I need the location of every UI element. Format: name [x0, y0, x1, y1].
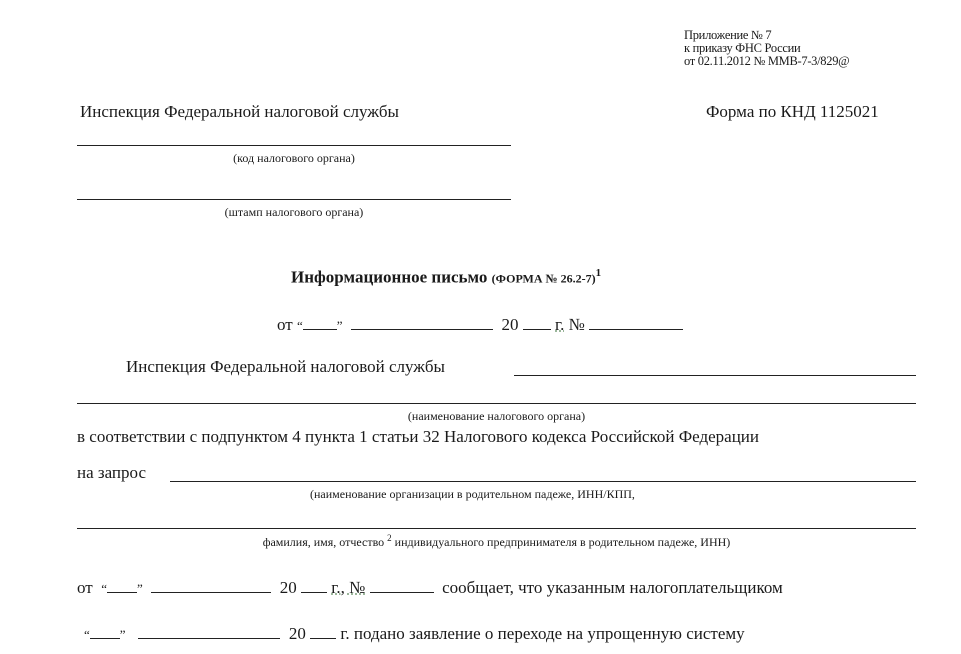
organization-caption: (наименование организации в родительном падеже, ИНН/КПП, — [310, 487, 635, 501]
close-quote: ” — [137, 581, 143, 596]
letter-date-line — [277, 312, 683, 335]
entrepreneur-name-field[interactable] — [77, 528, 916, 529]
request-day-field[interactable] — [107, 575, 137, 593]
request-date-line — [77, 575, 783, 598]
number-sign: № — [568, 315, 585, 334]
tax-authority-code-field[interactable] — [77, 145, 511, 146]
authority-caption: (наименование налогового органа) — [407, 409, 586, 423]
request-year-suffix: г., № — [331, 578, 366, 597]
request-message: сообщает, что указанным налогоплательщиком — [442, 578, 783, 597]
appendix-line-2: к приказу ФНС России — [684, 41, 801, 55]
filing-month-field[interactable] — [138, 621, 280, 639]
organization-name-field[interactable] — [170, 481, 916, 482]
filing-year-prefix: 20 — [288, 624, 306, 643]
request-year-prefix: 20 — [279, 578, 297, 597]
request-year-field[interactable] — [301, 575, 327, 593]
stamp-caption: (штамп налогового органа) — [224, 205, 364, 219]
filing-day-field[interactable] — [90, 621, 120, 639]
filing-message: г. подано заявление о переходе на упрощенную систему — [340, 624, 745, 643]
appendix-line-3: от 02.11.2012 № ММВ-7-3/829@ — [684, 54, 850, 68]
inspection-header-label: Инспекция Федеральной налоговой службы — [80, 102, 399, 121]
open-quote: “ — [296, 318, 303, 333]
title-main: Информационное письмо — [291, 267, 488, 287]
title-footnote-marker: 1 — [595, 267, 602, 279]
document-title — [291, 267, 601, 288]
letter-number-field[interactable] — [589, 312, 683, 330]
legal-basis-text: в соответствии с подпунктом 4 пункта 1 статьи 32 Налогового кодекса Российской Федерации — [77, 427, 760, 446]
request-number-field[interactable] — [370, 575, 434, 593]
body-inspection-label: Инспекция Федеральной налоговой службы — [126, 357, 445, 376]
caption-ip: индивидуального предпринимателя в родительном падеже, ИНН) — [394, 535, 731, 549]
title-form-number: (ФОРМА № 26.2-7) — [491, 271, 596, 286]
inspection-name-field[interactable] — [514, 375, 916, 376]
form-code: Форма по КНД 1125021 — [706, 102, 879, 121]
year-suffix: г. — [555, 315, 565, 334]
filing-year-field[interactable] — [310, 621, 336, 639]
code-caption: (код налогового органа) — [233, 151, 355, 165]
footnote-marker-2: 2 — [387, 533, 392, 543]
date-prefix: от — [277, 315, 293, 334]
close-quote: ” — [336, 318, 343, 333]
open-quote: “ — [101, 581, 107, 596]
year-prefix: 20 — [501, 315, 519, 334]
appendix-line-1: Приложение № 7 — [684, 28, 772, 42]
authority-name-field[interactable] — [77, 403, 916, 404]
entrepreneur-caption — [77, 533, 916, 550]
letter-year-field[interactable] — [523, 312, 551, 330]
request-date-prefix: от — [77, 578, 93, 597]
request-label: на запрос — [77, 463, 146, 482]
appendix-reference — [684, 29, 849, 68]
letter-month-field[interactable] — [351, 312, 493, 330]
caption-fio: фамилия, имя, отчество — [262, 535, 385, 549]
close-quote: ” — [119, 627, 126, 642]
letter-day-field[interactable] — [303, 312, 337, 330]
filing-date-line — [84, 621, 745, 644]
tax-authority-stamp-field[interactable] — [77, 199, 511, 200]
open-quote: “ — [84, 627, 90, 642]
request-month-field[interactable] — [151, 575, 271, 593]
